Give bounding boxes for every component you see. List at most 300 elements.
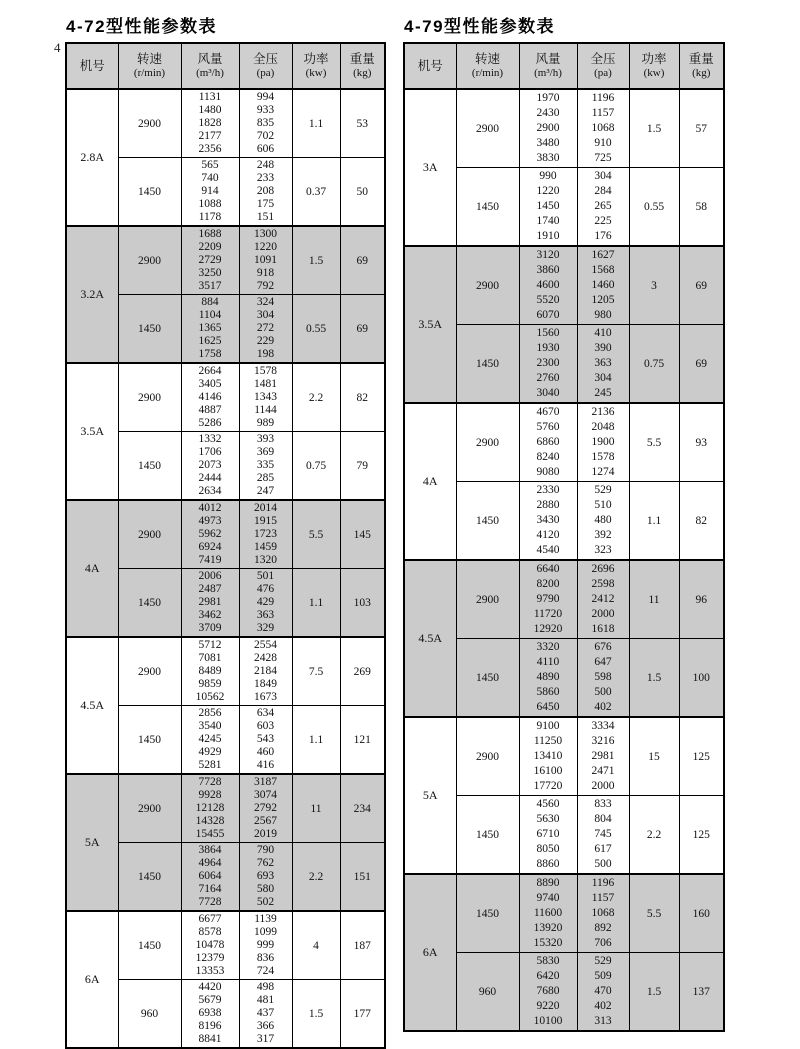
speed-cell: 1450 [456, 168, 519, 247]
column-header-unit: (kg) [692, 66, 711, 79]
pressure-value: 500 [594, 686, 612, 698]
flow-value: 9080 [536, 466, 560, 478]
pressure-value: 510 [594, 499, 612, 511]
column-header-label: 重量 [688, 52, 714, 67]
flow-value: 1131 [198, 91, 222, 103]
column-header [181, 43, 239, 89]
pressure-value: 500 [594, 858, 612, 870]
flow-value: 4245 [198, 733, 222, 745]
pressure-value: 603 [256, 720, 275, 732]
pressure-value: 2048 [591, 421, 615, 433]
pressure-value: 323 [594, 544, 612, 556]
column-header-unit: (m³/h) [534, 66, 562, 79]
pressure-value: 702 [256, 130, 275, 142]
flow-cell [181, 911, 239, 980]
flow-value: 5712 [198, 639, 222, 651]
flow-cell [519, 168, 577, 247]
pressure-value: 498 [256, 981, 275, 993]
flow-value: 14328 [195, 815, 225, 827]
pressure-value: 2136 [591, 406, 615, 418]
power-cell: 0.37 [292, 158, 340, 227]
pressure-value: 390 [594, 342, 612, 354]
flow-cell [519, 246, 577, 325]
pressure-value: 2598 [591, 578, 615, 590]
flow-cell [519, 325, 577, 404]
pressure-value: 2567 [254, 815, 277, 827]
column-header [519, 43, 577, 89]
pressure-value: 1144 [254, 404, 277, 416]
flow-value: 2006 [198, 570, 222, 582]
flow-value: 13353 [195, 965, 225, 977]
flow-cell [181, 500, 239, 569]
pressure-value: 313 [594, 1015, 612, 1027]
power-cell: 0.75 [292, 432, 340, 501]
pressure-value: 918 [256, 267, 275, 279]
flow-cell [181, 295, 239, 364]
power-cell: 1.1 [629, 482, 679, 561]
flow-value: 2880 [536, 499, 560, 511]
speed-cell: 2900 [118, 363, 181, 432]
pressure-cell [239, 911, 292, 980]
pressure-value: 3074 [254, 789, 277, 801]
flow-value: 9790 [536, 593, 560, 605]
pressure-value: 1205 [591, 294, 615, 306]
flow-value: 17720 [533, 780, 563, 792]
speed-cell: 1450 [118, 843, 181, 912]
power-cell: 1.5 [629, 639, 679, 718]
pressure-value: 265 [594, 200, 612, 212]
table-row [404, 874, 724, 953]
pressure-value: 1627 [591, 249, 615, 261]
column-header-label: 功率 [641, 52, 667, 67]
pressure-value: 725 [594, 152, 612, 164]
flow-value: 1625 [198, 335, 222, 347]
flow-value: 5962 [198, 528, 222, 540]
pressure-value: 1900 [591, 436, 615, 448]
flow-value: 2444 [198, 472, 222, 484]
flow-value: 6450 [536, 701, 560, 713]
flow-value: 1930 [536, 342, 560, 354]
pressure-value: 402 [594, 701, 612, 713]
flow-value: 7728 [198, 896, 222, 908]
flow-value: 3430 [536, 514, 560, 526]
flow-value: 1706 [198, 446, 222, 458]
table-body [66, 89, 385, 1048]
pressure-value: 1196 [591, 877, 615, 889]
flow-value: 740 [201, 172, 219, 184]
power-cell: 1.5 [292, 226, 340, 295]
flow-value: 15320 [533, 937, 563, 949]
weight-cell: 69 [340, 295, 385, 364]
speed-cell: 2900 [456, 89, 519, 168]
flow-cell [181, 637, 239, 706]
power-cell: 2.2 [292, 843, 340, 912]
pressure-value: 502 [256, 896, 275, 908]
column-header [118, 43, 181, 89]
pressure-cell [239, 774, 292, 843]
power-cell: 1.1 [292, 89, 340, 158]
pressure-value: 509 [594, 970, 612, 982]
flow-value: 4929 [198, 746, 222, 758]
power-cell: 4 [292, 911, 340, 980]
weight-cell: 69 [679, 325, 724, 404]
pressure-value: 2019 [254, 828, 277, 840]
flow-value: 12379 [195, 952, 225, 964]
pressure-value: 836 [256, 952, 275, 964]
pressure-value: 304 [594, 170, 612, 182]
speed-cell: 1450 [118, 158, 181, 227]
flow-cell [519, 953, 577, 1032]
pressure-value: 833 [594, 798, 612, 810]
flow-value: 3830 [536, 152, 560, 164]
flow-cell [519, 874, 577, 953]
flow-value: 4110 [536, 656, 560, 668]
pressure-value: 2471 [591, 765, 615, 777]
column-header-unit: (kw) [643, 66, 665, 79]
flow-value: 11600 [533, 907, 563, 919]
flow-value: 16100 [533, 765, 563, 777]
flow-value: 9100 [536, 720, 560, 732]
pressure-cell [577, 874, 629, 953]
table-row [404, 89, 724, 168]
pressure-value: 3216 [591, 735, 615, 747]
pressure-cell [577, 482, 629, 561]
flow-value: 6064 [198, 870, 222, 882]
pressure-value: 1578 [254, 365, 277, 377]
pressure-value: 285 [256, 472, 275, 484]
flow-value: 1740 [536, 215, 560, 227]
flow-value: 3250 [198, 267, 222, 279]
flow-value: 3480 [536, 137, 560, 149]
speed-cell: 1450 [456, 482, 519, 561]
table-row [66, 363, 385, 432]
weight-cell: 269 [340, 637, 385, 706]
flow-value: 884 [201, 296, 219, 308]
pressure-value: 225 [594, 215, 612, 227]
pressure-value: 369 [256, 446, 275, 458]
flow-value: 1332 [198, 433, 222, 445]
flow-value: 10478 [195, 939, 225, 951]
pressure-value: 647 [594, 656, 612, 668]
flow-value: 5830 [536, 955, 560, 967]
header-row [66, 43, 385, 89]
table-row [66, 89, 385, 158]
flow-cell [519, 560, 577, 639]
power-cell: 1.5 [629, 89, 679, 168]
pressure-value: 1220 [254, 241, 277, 253]
table-row [404, 403, 724, 482]
flow-value: 5520 [536, 294, 560, 306]
table-body [404, 89, 724, 1031]
flow-value: 5860 [536, 686, 560, 698]
flow-cell [519, 717, 577, 796]
flow-cell [519, 403, 577, 482]
flow-value: 6640 [536, 563, 560, 575]
pressure-value: 1673 [254, 691, 277, 703]
pressure-value: 634 [256, 707, 275, 719]
pressure-value: 762 [256, 857, 275, 869]
flow-value: 8200 [536, 578, 560, 590]
speed-cell: 1450 [118, 911, 181, 980]
table-section-4-79 [403, 12, 725, 1032]
table-row [66, 500, 385, 569]
power-cell: 5.5 [629, 403, 679, 482]
pressure-cell [577, 89, 629, 168]
pressure-value: 676 [594, 641, 612, 653]
flow-value: 3120 [536, 249, 560, 261]
pressure-value: 233 [256, 172, 275, 184]
column-header-label: 机号 [79, 58, 105, 73]
flow-value: 1365 [198, 322, 222, 334]
flow-value: 2856 [198, 707, 222, 719]
flow-value: 4600 [536, 279, 560, 291]
model-cell: 4.5A [66, 637, 118, 774]
table-title-4-79: 4-79型性能参数表 [404, 17, 556, 36]
flow-value: 1104 [198, 309, 222, 321]
weight-cell: 53 [340, 89, 385, 158]
flow-value: 9220 [536, 1000, 560, 1012]
flow-cell [519, 482, 577, 561]
column-header-unit: (kw) [305, 66, 327, 79]
speed-cell: 1450 [456, 796, 519, 875]
flow-value: 1450 [536, 200, 560, 212]
model-cell: 3.2A [66, 226, 118, 363]
pressure-value: 460 [256, 746, 275, 758]
flow-value: 13920 [533, 922, 563, 934]
flow-value: 6924 [198, 541, 222, 553]
power-cell: 0.55 [629, 168, 679, 247]
pressure-value: 151 [256, 211, 275, 223]
flow-value: 6070 [536, 309, 560, 321]
weight-cell: 93 [679, 403, 724, 482]
pressure-value: 606 [256, 143, 275, 155]
pressure-cell [239, 569, 292, 638]
pressure-value: 835 [256, 117, 275, 129]
power-cell: 1.1 [292, 569, 340, 638]
pressure-cell [577, 953, 629, 1032]
pressure-cell [577, 796, 629, 875]
power-cell: 15 [629, 717, 679, 796]
table-section-4-72 [65, 12, 385, 1049]
model-cell: 5A [404, 717, 456, 874]
pressure-value: 480 [594, 514, 612, 526]
model-cell: 4A [66, 500, 118, 637]
flow-value: 2330 [536, 484, 560, 496]
flow-cell [181, 843, 239, 912]
flow-value: 1758 [198, 348, 222, 360]
speed-cell: 1450 [118, 706, 181, 775]
flow-value: 6860 [536, 436, 560, 448]
weight-cell: 145 [340, 500, 385, 569]
pressure-cell [239, 158, 292, 227]
pressure-cell [577, 639, 629, 718]
pressure-value: 2014 [254, 502, 277, 514]
flow-value: 4146 [198, 391, 222, 403]
pressure-value: 1157 [591, 892, 615, 904]
flow-cell [181, 706, 239, 775]
pressure-value: 198 [256, 348, 275, 360]
table-title-4-72: 4-72型性能参数表 [66, 17, 218, 36]
pressure-cell [239, 432, 292, 501]
pressure-value: 247 [256, 485, 275, 497]
flow-cell [181, 363, 239, 432]
weight-cell: 57 [679, 89, 724, 168]
flow-value: 3517 [198, 280, 222, 292]
pressure-value: 1915 [254, 515, 277, 527]
weight-cell: 69 [679, 246, 724, 325]
column-header-label: 全压 [252, 52, 278, 67]
pressure-value: 402 [594, 1000, 612, 1012]
flow-cell [181, 226, 239, 295]
column-header-label: 风量 [535, 52, 561, 67]
power-cell: 0.75 [629, 325, 679, 404]
flow-value: 4670 [536, 406, 560, 418]
header-row [404, 43, 724, 89]
column-header [66, 43, 118, 89]
pressure-value: 324 [256, 296, 275, 308]
model-cell: 3.5A [404, 246, 456, 403]
pressure-value: 1849 [254, 678, 277, 690]
weight-cell: 177 [340, 980, 385, 1049]
pressure-value: 2696 [591, 563, 615, 575]
column-header-unit: (pa) [594, 66, 612, 79]
table-row [66, 774, 385, 843]
flow-cell [181, 158, 239, 227]
pressure-value: 2000 [591, 780, 615, 792]
model-cell: 2.8A [66, 89, 118, 226]
pressure-value: 1343 [254, 391, 277, 403]
pressure-cell [577, 403, 629, 482]
column-header [239, 43, 292, 89]
speed-cell: 2900 [118, 89, 181, 158]
column-header-label: 全压 [590, 52, 616, 67]
pressure-value: 745 [594, 828, 612, 840]
power-cell: 1.5 [629, 953, 679, 1032]
flow-value: 10100 [533, 1015, 563, 1027]
column-header [679, 43, 724, 89]
pressure-value: 2554 [254, 639, 277, 651]
pressure-value: 910 [594, 137, 612, 149]
column-header [629, 43, 679, 89]
model-cell: 4.5A [404, 560, 456, 717]
pressure-value: 1459 [254, 541, 277, 553]
pressure-value: 980 [594, 309, 612, 321]
flow-value: 2487 [198, 583, 222, 595]
weight-cell: 151 [340, 843, 385, 912]
flow-value: 1220 [536, 185, 560, 197]
flow-value: 2209 [198, 241, 222, 253]
pressure-value: 476 [256, 583, 275, 595]
speed-cell: 2900 [456, 403, 519, 482]
pressure-value: 2428 [254, 652, 277, 664]
pressure-cell [239, 843, 292, 912]
column-header-unit: (r/min) [471, 66, 504, 79]
flow-cell [181, 774, 239, 843]
pressure-value: 392 [594, 529, 612, 541]
weight-cell: 137 [679, 953, 724, 1032]
pressure-value: 366 [256, 1020, 275, 1032]
column-header [577, 43, 629, 89]
pressure-cell [577, 717, 629, 796]
pressure-value: 248 [256, 159, 275, 171]
power-cell: 7.5 [292, 637, 340, 706]
model-cell: 5A [66, 774, 118, 911]
flow-value: 1088 [198, 198, 222, 210]
flow-value: 11720 [533, 608, 563, 620]
pressure-value: 175 [256, 198, 275, 210]
flow-value: 3860 [536, 264, 560, 276]
column-header [456, 43, 519, 89]
flow-value: 914 [201, 185, 219, 197]
flow-value: 5760 [536, 421, 560, 433]
pressure-value: 208 [256, 185, 275, 197]
pressure-value: 2000 [591, 608, 615, 620]
pressure-cell [239, 637, 292, 706]
speed-cell: 2900 [118, 637, 181, 706]
flow-value: 3462 [198, 609, 222, 621]
flow-value: 6710 [536, 828, 560, 840]
pressure-value: 999 [256, 939, 275, 951]
flow-value: 2430 [536, 107, 560, 119]
power-cell: 3 [629, 246, 679, 325]
pressure-value: 617 [594, 843, 612, 855]
flow-value: 2300 [536, 357, 560, 369]
flow-value: 1480 [198, 104, 222, 116]
pressure-value: 363 [594, 357, 612, 369]
speed-cell: 2900 [456, 246, 519, 325]
pressure-cell [239, 980, 292, 1049]
flow-value: 15455 [195, 828, 225, 840]
flow-value: 4120 [536, 529, 560, 541]
pressure-value: 529 [594, 955, 612, 967]
flow-value: 2900 [536, 122, 560, 134]
pressure-cell [239, 295, 292, 364]
weight-cell: 100 [679, 639, 724, 718]
flow-cell [519, 796, 577, 875]
pressure-value: 245 [594, 387, 612, 399]
pressure-value: 529 [594, 484, 612, 496]
power-cell: 11 [292, 774, 340, 843]
column-header-label: 机号 [417, 58, 443, 73]
model-cell: 4A [404, 403, 456, 560]
power-cell: 0.55 [292, 295, 340, 364]
flow-value: 7728 [198, 776, 222, 788]
pressure-value: 1481 [254, 378, 277, 390]
speed-cell: 2900 [456, 560, 519, 639]
pressure-cell [239, 89, 292, 158]
pressure-value: 304 [594, 372, 612, 384]
flow-value: 8890 [536, 877, 560, 889]
flow-value: 1828 [198, 117, 222, 129]
speed-cell: 960 [118, 980, 181, 1049]
flow-value: 2664 [198, 365, 222, 377]
column-header-label: 转速 [474, 52, 500, 67]
flow-value: 8050 [536, 843, 560, 855]
column-header-unit: (r/min) [133, 66, 166, 79]
column-header-label: 重量 [349, 52, 375, 67]
flow-cell [519, 639, 577, 718]
pressure-value: 3334 [591, 720, 615, 732]
flow-value: 5679 [198, 994, 222, 1006]
pressure-value: 335 [256, 459, 275, 471]
speed-cell: 1450 [118, 432, 181, 501]
column-header-label: 风量 [197, 52, 223, 67]
power-cell: 2.2 [292, 363, 340, 432]
pressure-value: 543 [256, 733, 275, 745]
pressure-value: 1157 [591, 107, 615, 119]
flow-value: 2073 [198, 459, 222, 471]
speed-cell: 1450 [118, 295, 181, 364]
